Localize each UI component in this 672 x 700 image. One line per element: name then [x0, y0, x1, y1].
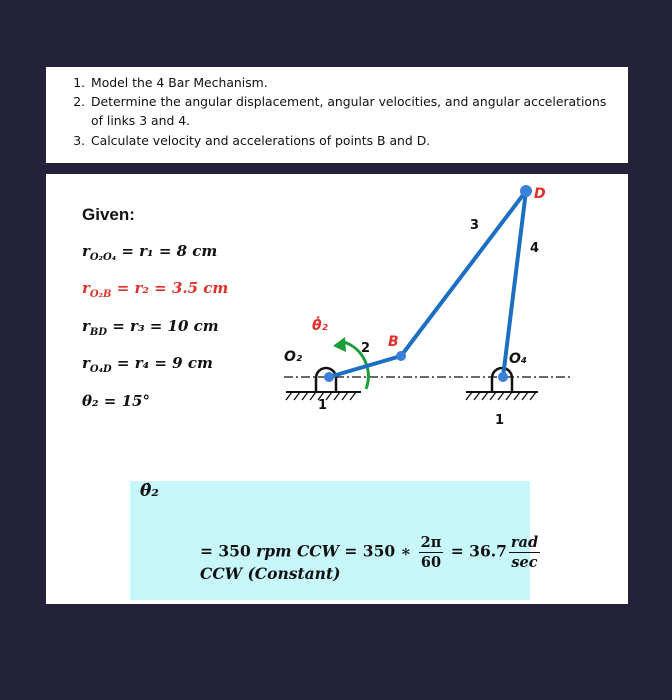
angular-speed-box — [130, 481, 539, 600]
label-ground-left: 1 — [318, 398, 328, 413]
ground-right — [466, 392, 538, 400]
label-o4: O₄ — [509, 351, 528, 367]
task-item-2: 2. Determine the angular displacement, angular velocities, and angular accelerations of links 3 and 4. — [89, 92, 614, 130]
task-item-3: 3. Calculate velocity and accelerations of points B and D. — [89, 131, 614, 150]
given-theta: θ₂ = 15° — [82, 392, 150, 410]
given-r1: $r_{O_2O_4} = r_1 = 8$ cm — [82, 242, 218, 263]
problem-panel — [46, 174, 628, 604]
label-o2: O₂ — [284, 349, 303, 365]
label-theta-dot: θ̇₂ — [312, 318, 328, 334]
task-list — [46, 67, 628, 150]
label-link-3: 3 — [470, 218, 480, 233]
given-r3: $r_{BD} = r_3 = 10$ cm — [82, 317, 219, 338]
joint-o4 — [498, 372, 508, 382]
fraction-rad-per-sec: $\frac{\text{rad}}{\sec}$ — [510, 534, 539, 571]
speed-direction: CCW (Constant) — [200, 564, 341, 583]
arrow-head — [333, 337, 346, 352]
speed-symbol: θ̇₂ — [140, 481, 159, 501]
task-item-1: 1. Model the 4 Bar Mechanism. — [89, 73, 614, 92]
label-ground-right: 1 — [495, 413, 505, 428]
fraction-two-pi-over-sixty: $\frac{2\pi}{60}$ — [420, 534, 442, 571]
given-title: Given: — [82, 205, 135, 224]
given-r2: $r_{O_2B} = r_2 = 3.5$ cm — [82, 279, 229, 300]
label-point-d: D — [534, 186, 546, 202]
speed-equation: = 350 rpm CCW = 350 ∗ $\frac{2\pi}{60}$ = 36.7 $\frac{\text{rad}}{\sec}$ — [200, 534, 539, 571]
given-r4: $r_{O_4D} = r_4 = 9$ cm — [82, 354, 213, 375]
joint-o2 — [324, 372, 334, 382]
label-point-b: B — [388, 334, 399, 350]
task-list-card — [46, 67, 628, 163]
label-link-4: 4 — [530, 241, 540, 256]
four-bar-mechanism-diagram — [46, 174, 628, 474]
joint-b — [396, 351, 406, 361]
label-link-2: 2 — [361, 341, 371, 356]
joint-d — [520, 185, 532, 197]
